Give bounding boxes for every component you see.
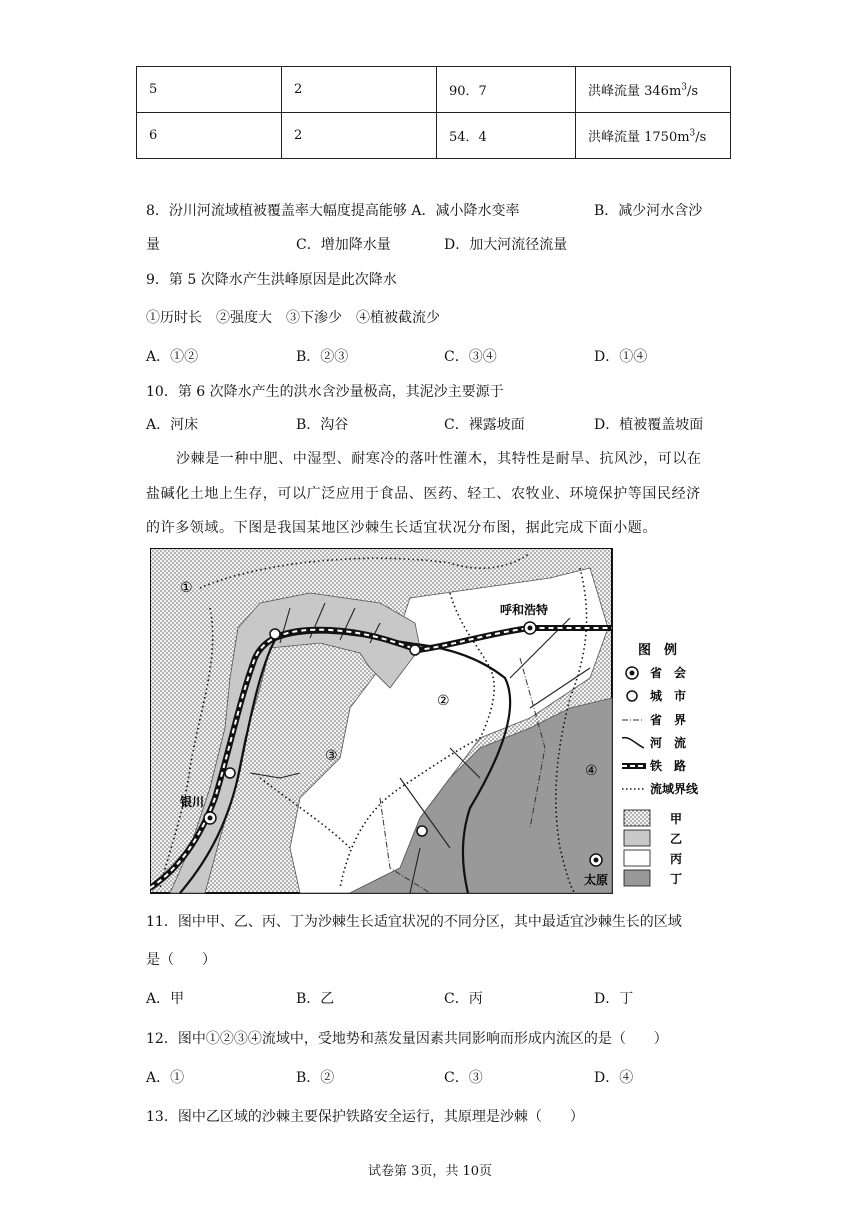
question-8-option-d: D．加大河流径流量	[444, 237, 568, 253]
legend-item: 省 界	[650, 713, 687, 727]
question-11-line2: 是（ ）	[146, 952, 216, 968]
city-label-yinchuan: 银川	[180, 795, 205, 809]
city-marker	[417, 826, 427, 836]
legend-city-icon	[627, 691, 637, 701]
table-cell: 2	[282, 67, 437, 113]
question-8-line2: 量	[146, 237, 160, 253]
table-cell	[576, 67, 731, 113]
table-cell: 90．7	[437, 67, 576, 113]
question-9-stem: 9．第 5 次降水产生洪峰原因是此次降水	[146, 272, 397, 288]
question-11-option-a: A．甲	[146, 991, 185, 1007]
question-11-option-d: D．丁	[594, 991, 634, 1007]
table-cell: 54．4	[437, 113, 576, 159]
cell-text: 洪峰流量 1750m	[588, 130, 690, 145]
map-legend	[622, 642, 699, 886]
table-cell: 6	[137, 113, 282, 159]
question-10-option-c: C．裸露坡面	[444, 417, 525, 433]
question-13-stem: 13．图中乙区域的沙棘主要保护铁路安全运行，其原理是沙棘（ ）	[146, 1109, 584, 1125]
legend-item: 流域界线	[650, 782, 699, 796]
legend-zone-jia-swatch	[624, 810, 650, 826]
city-marker	[225, 768, 235, 778]
legend-zone: 丙	[670, 852, 683, 866]
question-12-stem: 12．图中①②③④流域中，受地势和蒸发量因素共同影响而形成内流区的是（ ）	[146, 1031, 668, 1047]
legend-item: 省 会	[650, 666, 687, 680]
question-12-option-d: D．④	[594, 1070, 634, 1086]
table-cell: 2	[282, 113, 437, 159]
superscript: 3	[681, 82, 688, 93]
passage-line-3: 的许多领域。下图是我国某地区沙棘生长适宜状况分布图，据此完成下面小题。	[146, 520, 657, 536]
legend-capital-icon-dot	[630, 671, 635, 676]
legend-item: 城 市	[650, 689, 687, 703]
city-marker	[270, 629, 280, 639]
basin-label-1: ①	[180, 580, 193, 596]
legend-zone-bing-swatch	[624, 850, 650, 866]
capital-marker-dot	[208, 816, 213, 821]
cell-text: /s	[695, 130, 707, 145]
basin-label-2: ②	[437, 693, 450, 709]
page-footer: 试卷第 3页，共 10页	[367, 1164, 493, 1179]
flood-data-table	[136, 66, 731, 159]
question-10-stem: 10．第 6 次降水产生的洪水含沙量极高，其泥沙主要源于	[146, 384, 504, 400]
table-row	[137, 113, 731, 159]
legend-zone-ding-swatch	[624, 870, 650, 886]
question-9-option-b: B．②③	[296, 349, 349, 365]
legend-zone: 丁	[670, 872, 683, 886]
question-10-option-a: A．河床	[146, 417, 199, 433]
question-8-line1: 8．汾川河流域植被覆盖率大幅度提高能够 A．减小降水变率	[146, 203, 520, 219]
legend-zone-yi-swatch	[624, 830, 650, 846]
capital-marker-dot	[528, 626, 533, 631]
question-9-option-c: C．③④	[444, 349, 497, 365]
question-12-option-b: B．②	[296, 1070, 335, 1086]
city-label-hohhot: 呼和浩特	[500, 603, 549, 617]
table-row	[137, 67, 731, 113]
question-11-line1: 11．图中甲、乙、丙、丁为沙棘生长适宜状况的不同分区，其中最适宜沙棘生长的区域	[146, 914, 682, 930]
basin-label-3: ③	[325, 748, 338, 764]
question-11-option-c: C．丙	[444, 991, 483, 1007]
superscript: 3	[689, 128, 696, 139]
question-12-option-a: A．①	[146, 1070, 185, 1086]
question-10-option-d: D．植被覆盖坡面	[594, 417, 704, 433]
city-marker	[410, 645, 420, 655]
question-10-option-b: B．沟谷	[296, 417, 349, 433]
table-cell	[576, 113, 731, 159]
table-cell: 5	[137, 67, 282, 113]
legend-title: 图 例	[638, 643, 678, 658]
basin-label-4: ④	[585, 763, 598, 779]
city-label-taiyuan: 太原	[584, 873, 609, 887]
question-8-option-c: C．增加降水量	[296, 237, 391, 253]
legend-item: 铁 路	[650, 759, 687, 773]
seabuckthorn-suitability-map	[150, 548, 710, 894]
question-9-option-d: D．①④	[594, 349, 648, 365]
cell-text: 洪峰流量 346m	[588, 84, 682, 99]
question-9-factors: ①历时长 ②强度大 ③下渗少 ④植被截流少	[146, 310, 440, 326]
legend-zone: 甲	[670, 812, 683, 826]
passage-line-1: 沙棘是一种中肥、中湿型、耐寒冷的落叶性灌木，其特性是耐旱、抗风沙，可以在	[176, 451, 702, 467]
question-9-option-a: A．①②	[146, 349, 199, 365]
capital-marker-dot	[594, 858, 599, 863]
legend-item: 河 流	[650, 736, 687, 750]
question-11-option-b: B．乙	[296, 991, 335, 1007]
question-12-option-c: C．③	[444, 1070, 483, 1086]
passage-line-2: 盐碱化土地上生存，可以广泛应用于食品、医药、轻工、农牧业、环境保护等国民经济	[146, 486, 701, 502]
legend-zone: 乙	[670, 832, 683, 846]
legend-river-icon	[622, 738, 644, 748]
cell-text: /s	[687, 84, 699, 99]
question-8-option-b: B．减少河水含沙	[594, 203, 703, 219]
